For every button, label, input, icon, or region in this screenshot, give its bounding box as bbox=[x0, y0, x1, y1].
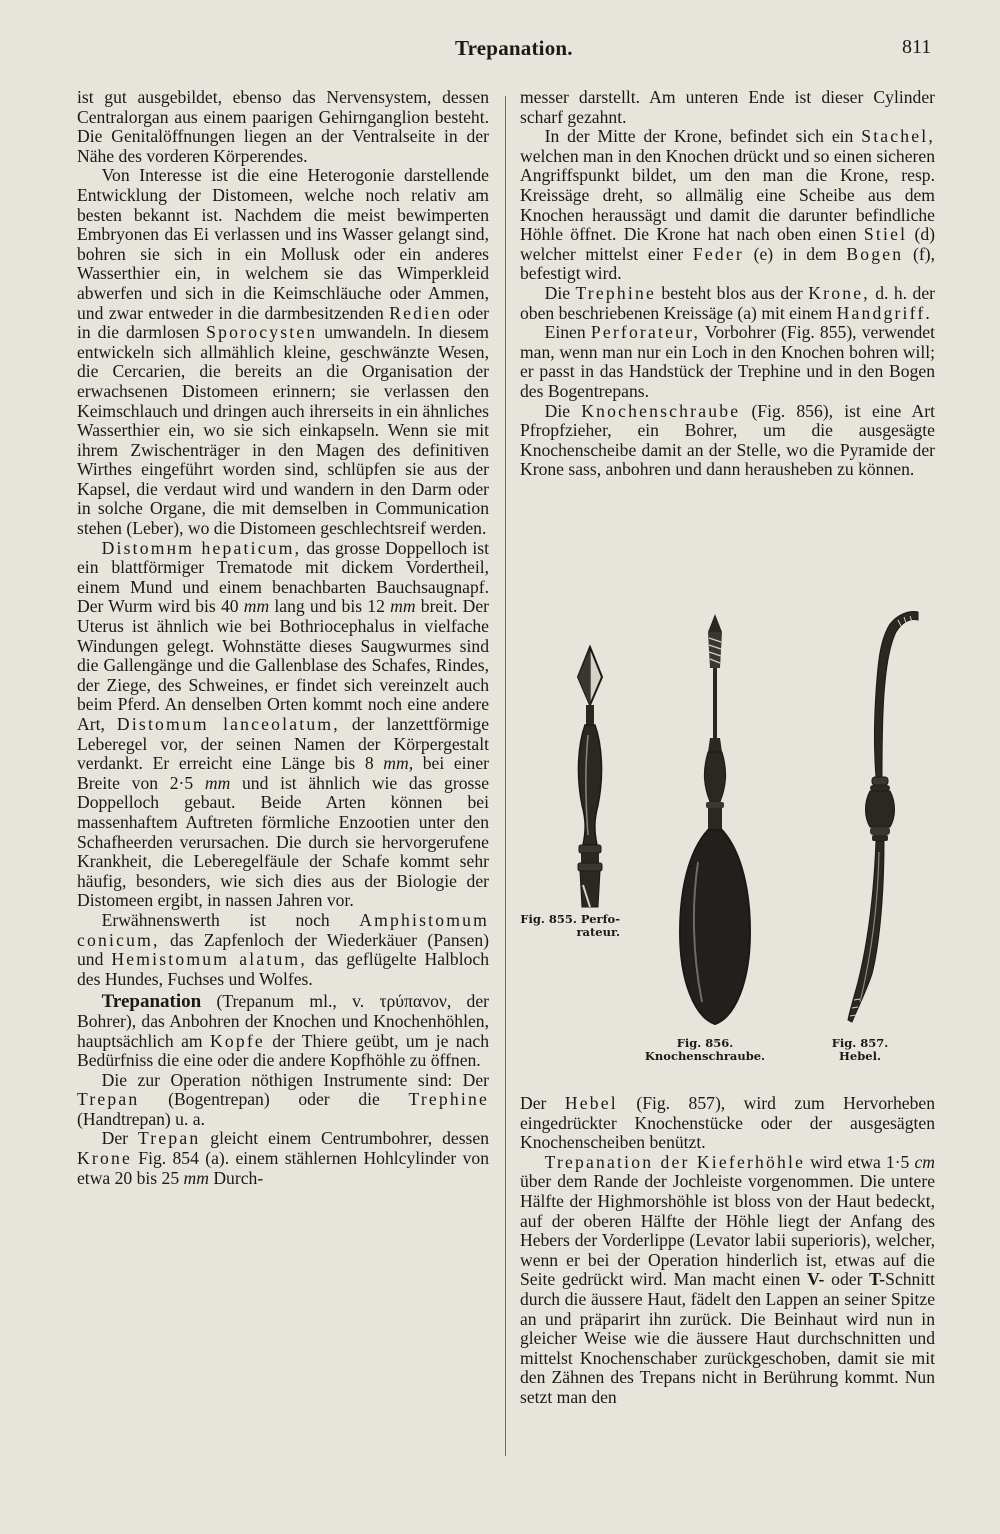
text: (Handtrepan) u. a. bbox=[77, 1108, 205, 1129]
page-header bbox=[0, 36, 1000, 66]
figure-group bbox=[515, 600, 935, 1080]
paragraph bbox=[77, 166, 489, 538]
term: Trephine bbox=[575, 282, 656, 303]
figure-856-caption bbox=[630, 1037, 780, 1063]
paragraph bbox=[520, 1094, 935, 1153]
text: ist gut ausgebildet, ebenso das Nervensystem, dessen Centralorgan aus einem paarigen Gehirnganglion besteht. Die Genitalöffnungen liegen an der Ventralseite in der Nähe des vorderen Körperendes. bbox=[77, 87, 489, 166]
text: lang und bis 12 bbox=[269, 596, 391, 617]
caption-line: Hebel. bbox=[839, 1049, 881, 1063]
paragraph bbox=[520, 284, 935, 323]
text: Der bbox=[520, 1093, 565, 1113]
text: breit. Der Uterus ist ähnlich wie bei Bothriocephalus in vielfache Windungen gelegt. Wohnstätte dieses Saugwurmes sind die Gallengänge und die Gallenblase des Schafes, Rindes, der Ziege, des Schweines, er findet sich vereinzelt auch beim Pferd. An denselben Orten kommt noch eine andere Art, bbox=[77, 596, 489, 734]
term: Distomum lanceolatum, bbox=[116, 714, 340, 734]
term: Trepan bbox=[137, 1128, 201, 1149]
text: Einen bbox=[544, 322, 591, 343]
paragraph bbox=[77, 88, 489, 166]
text: (Bogentrepan) oder die bbox=[139, 1089, 409, 1110]
caption-line: rateur. bbox=[576, 925, 620, 939]
text: und ist ähnlich wie das grosse Doppelloch gebaut. Beide Arten können bei massenhaftem Auftreten förmliche Enzootien unter den Schafheerden verursachen. Die durch sie hervorgerufene Krankheit, die Leberegelfäule der Schafe kommt sehr häufig, besonders, wie sich dies aus der Biologie der Distomeen ergibt, in nassen Jahren vor. bbox=[77, 772, 490, 911]
text: das Zapfenloch der Wiederkäuer (Pansen) und bbox=[77, 929, 489, 970]
term: Trepanation der Kieferhöhle bbox=[544, 1151, 806, 1172]
letter-mark: T- bbox=[869, 1269, 886, 1290]
unit: mm, bbox=[383, 753, 414, 774]
paragraph bbox=[520, 127, 935, 284]
text: das geflügelte Halbloch des Hundes, Fuchses und Wolfes. bbox=[77, 949, 489, 989]
term: Redien bbox=[389, 302, 453, 323]
column-divider bbox=[505, 96, 506, 1456]
text: Die bbox=[544, 282, 576, 303]
term: Trepan bbox=[77, 1089, 140, 1110]
term: Hemistomum alatum, bbox=[111, 949, 307, 970]
text: oder in die darmlosen bbox=[77, 302, 489, 343]
text: d. h. der oben beschriebenen Kreissäge (a) mit einem bbox=[520, 282, 935, 323]
right-column-top bbox=[520, 88, 935, 480]
text: oder bbox=[824, 1269, 870, 1290]
running-title: Trepanation. bbox=[455, 36, 573, 60]
text: gleicht einem Centrumbohrer, dessen bbox=[200, 1128, 489, 1149]
term: Stachel, bbox=[861, 126, 935, 147]
unit: mm bbox=[183, 1167, 209, 1188]
text: In der Mitte der Krone, befindet sich ein bbox=[544, 126, 862, 147]
paragraph bbox=[77, 539, 489, 911]
text: (d) welcher mittelst einer bbox=[520, 224, 935, 264]
text: (Trepanum ml., v. τρύπανον, der Bohrer), das Anbohren der Knochen und Knochenhöhlen, hauptsächlich am bbox=[77, 991, 489, 1051]
term: Distomнm hepaticum, bbox=[101, 537, 302, 558]
term: Krone bbox=[77, 1148, 132, 1169]
term: Feder bbox=[692, 243, 744, 264]
term: Hebel bbox=[564, 1093, 618, 1113]
unit: mm bbox=[243, 596, 270, 617]
term: Bogen bbox=[846, 243, 904, 264]
unit: cm bbox=[914, 1151, 935, 1172]
paragraph bbox=[520, 88, 935, 127]
text: (e) in dem bbox=[743, 243, 847, 264]
caption-line: Fig. 857. bbox=[831, 1036, 889, 1050]
caption-line: Knochenschraube. bbox=[644, 1049, 766, 1063]
text: (Fig. 857), wird zum Hervorheben eingedrückter Knochenstücke oder der ausgesägten Knochenscheiben benützt. bbox=[520, 1093, 935, 1153]
page-number: 811 bbox=[902, 36, 932, 58]
paragraph bbox=[520, 323, 935, 401]
text: wird etwa 1·5 bbox=[805, 1151, 915, 1172]
text: über dem Rande der Jochleiste vorgenommen. Die untere Hälfte der Highmorshöhle ist bloss von der Haut bedeckt, auf der oberen Hälfte der Höhle liegt der Anfang des Hebers der Vorderlippe (Levator labii superioris), welcher, wenn er bei der Operation hinderlich ist, etwas auf die Seite gedrückt wird. Man macht einen bbox=[520, 1171, 935, 1290]
paragraph bbox=[77, 911, 489, 989]
term: Perforateur, bbox=[590, 322, 701, 343]
term: Knochenschraube bbox=[581, 400, 741, 421]
term: Sporocysten bbox=[206, 322, 318, 343]
figure-857-caption bbox=[810, 1037, 910, 1063]
text: Vorbohrer (Fig. 855), verwendet man, wenn man nur ein Loch in den Knochen bohren will; er passt in das Handstück der Trephine und in den Bogen des Bogentrepans. bbox=[520, 322, 936, 401]
term: Handgriff. bbox=[836, 302, 933, 323]
text: umwandeln. In diesem entwickeln sich allmählich kleine, geschwänzte Wesen, die Cercarien, die bereits an die Organisation der erwachsenen Distomeen erinnern; sie verlassen den Keimschlauch und dringen auch ihrerseits in ein ähnliches Wasserthier ein, wo sie sich einkapseln. Wenn sie mit ihrem Zwischenträger in den Magen des definitiven Wirthes eingeführt worden sind, schlüpfen sie aus der Kapsel, die verdaut wird und wandern in den Darm oder in solche Organe, die mit demselben in Communication stehen (Leber), wo die Distomeen geschlechtsreif werden. bbox=[77, 322, 489, 539]
letter-mark: V- bbox=[807, 1269, 825, 1290]
paragraph bbox=[77, 992, 489, 1070]
paragraph bbox=[77, 1129, 489, 1188]
caption-line: Fig. 856. bbox=[676, 1036, 734, 1050]
text: Die bbox=[544, 400, 582, 421]
text: der Thiere geübt, um je nach Bedürfniss die eine oder die andere Kopfhöhle zu öffnen. bbox=[77, 1030, 489, 1071]
caption-line: Fig. 855. Perfo- bbox=[520, 912, 620, 926]
text: Erwähnenswerth ist noch bbox=[101, 909, 360, 930]
term: Krone, bbox=[808, 282, 870, 303]
text: das grosse Doppelloch ist ein blattförmiger Trematode mit dickem Vordertheil, einem Mund und einem benachbarten Bauchsaugnapf. Der Wurm wird bis 40 bbox=[77, 537, 489, 617]
paragraph bbox=[77, 1071, 489, 1130]
hebel-illustration bbox=[830, 602, 930, 1032]
text: besteht blos aus der bbox=[655, 282, 809, 303]
text: (Fig. 856), ist eine Art Pfropfzieher, ein Bohrer, um die ausgesägte Knochenscheibe damit an der Stelle, wo die Pyramide der Krone sass, anbohren und dann herausheben zu können. bbox=[520, 400, 935, 480]
unit: mm bbox=[390, 596, 416, 617]
term: Trephine bbox=[408, 1089, 489, 1110]
right-column-bottom bbox=[520, 1094, 935, 1408]
perforateur-illustration bbox=[560, 645, 620, 910]
text: Die zur Operation nöthigen Instrumente sind: Der bbox=[101, 1069, 489, 1090]
text: Der bbox=[101, 1128, 138, 1149]
left-column bbox=[77, 88, 489, 1188]
paragraph bbox=[520, 1153, 935, 1408]
text: messer darstellt. Am unteren Ende ist dieser Cylinder scharf gezahnt. bbox=[520, 87, 935, 127]
text: welchen man in den Knochen drückt und so einen sicheren Angriffspunkt bildet, um den man die Krone, resp. Kreissäge dreht, so allmälig eine Scheibe aus dem Knochen heraussägt und damit die darunter befindliche Höhle öffnet. Die Krone hat nach oben einen bbox=[520, 145, 935, 245]
knochenschraube-illustration bbox=[670, 612, 760, 1032]
text: bei einer Breite von 2·5 bbox=[77, 753, 490, 793]
text: Von Interesse ist die eine Heterogonie darstellende Entwicklung der Distomeen, welche noch relativ am besten bekannt ist. Nachdem die meist bewimperten Embryonen das Ei verlassen und ins Wasser gelangt sind, bohren sie sich in ein Mollusk oder ein anderes Wasserthier ein, in welchem sie das Wimperkleid abwerfen und sich in die Keimschläuche oder Ammen, und zwar entweder in die darmbesitzenden bbox=[77, 165, 489, 323]
text: Fig. 854 (a). einem stählernen Hohlcylinder von etwa 20 bis 25 bbox=[77, 1148, 489, 1188]
figure-855-caption bbox=[520, 913, 620, 939]
unit: mm bbox=[204, 772, 231, 793]
text: (f), befestigt wird. bbox=[520, 243, 935, 284]
paragraph bbox=[520, 402, 935, 480]
term: Stiel bbox=[863, 224, 908, 245]
text: Durch- bbox=[208, 1167, 264, 1188]
term: Amphistomum conicum, bbox=[77, 909, 489, 950]
text: Schnitt durch die äussere Haut, fädelt den Lappen an seiner Spitze an und präparirt ihn zurück. Die Beinhaut wird nun in gleicher Weise wie die äussere Haut durchschnitten und mittelst Knochenschaber zurückgeschoben, damit sie mit den Zähnen des Trepans nicht in Berührung kommt. Nun setzt man den bbox=[520, 1269, 936, 1407]
text: der lanzettförmige Leberegel vor, der seinen Namen der Körpergestalt verdankt. Er erreicht eine Länge bis 8 bbox=[77, 714, 490, 774]
term: Kopfe bbox=[209, 1030, 265, 1051]
entry-heading: Trepanation bbox=[101, 991, 202, 1013]
